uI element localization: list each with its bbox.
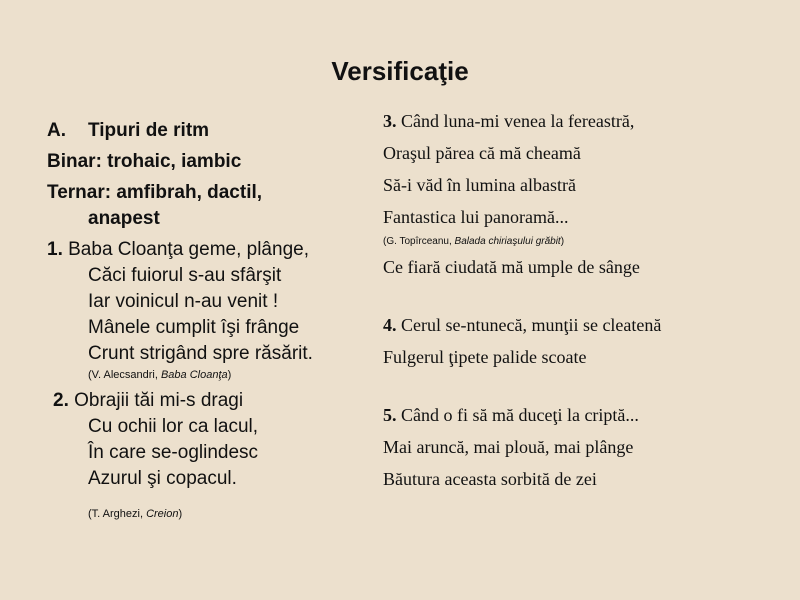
example-2-first-text: Obrajii tăi mi-s dragi xyxy=(68,390,244,411)
section-letter: A. xyxy=(47,120,66,141)
source-end: ) xyxy=(178,508,183,520)
example-3-first-line xyxy=(383,105,783,137)
verse-line: Ce fiară ciudată mă umple de sânge xyxy=(383,257,640,277)
example-1-first-line xyxy=(47,237,377,263)
example-3-first-text: Când luna-mi venea la fereastră, xyxy=(396,111,635,131)
example-4-first-text: Cerul se-ntunecă, munţii se cleatenă xyxy=(396,315,662,335)
verse-line: Să-i văd în lumina albastră xyxy=(383,175,576,195)
binar-line: Binar: trohaic, iambic xyxy=(47,151,242,172)
source-author: (G. Topîrceanu, xyxy=(383,236,455,247)
example-1-first-text: Baba Cloanţa geme, plânge, xyxy=(62,239,309,260)
example-1 xyxy=(47,237,377,383)
verse-line: Oraşul părea că mă cheamă xyxy=(383,143,581,163)
verse-line: Iar voinicul n-au venit ! xyxy=(88,291,279,312)
example-5-first-line xyxy=(383,399,783,431)
source-work: Creion xyxy=(146,508,179,520)
example-3-source xyxy=(383,233,783,251)
verse-line: Crunt strigând spre răsărit. xyxy=(88,343,313,364)
source-work: Baba Cloanţa xyxy=(160,369,228,381)
verse-line: Mai aruncă, mai plouă, mai plânge xyxy=(383,437,634,457)
ternar-line-2: anapest xyxy=(88,208,160,229)
slide-title: Versificaţie xyxy=(331,56,469,86)
source-work: Balada chiriaşului grăbit xyxy=(454,236,561,247)
example-2-first-line xyxy=(53,388,377,414)
verse-line: Azurul şi copacul. xyxy=(88,468,237,489)
verse-line: Fulgerul ţipete palide scoate xyxy=(383,347,587,367)
example-1-source xyxy=(47,367,377,383)
verse-line: Fantastica lui panoramă... xyxy=(383,207,569,227)
verse-line: În care se-oglindesc xyxy=(88,442,259,463)
example-4-first-line xyxy=(383,309,783,341)
verse-line: Băutura aceasta sorbită de zei xyxy=(383,469,597,489)
source-author: (V. Alecsandri, xyxy=(88,369,161,381)
example-1-number: 1. xyxy=(47,239,63,260)
source-end: ) xyxy=(227,369,232,381)
example-2 xyxy=(47,388,377,522)
spacer xyxy=(383,283,783,309)
ternar-block xyxy=(47,180,377,232)
example-5-number: 5. xyxy=(383,405,397,425)
example-3-number: 3. xyxy=(383,111,397,131)
right-column xyxy=(383,105,783,495)
section-heading-text: Tipuri de ritm xyxy=(88,120,210,141)
section-heading xyxy=(47,118,377,144)
spacer xyxy=(383,373,783,399)
example-4-number: 4. xyxy=(383,315,397,335)
verse-line: Căci fuiorul s-au sfârşit xyxy=(88,265,282,286)
ternar-line-1: Ternar: amfibrah, dactil, xyxy=(47,182,263,203)
source-end: ) xyxy=(560,236,565,247)
left-column xyxy=(47,118,377,527)
verse-line: Cu ochii lor ca lacul, xyxy=(88,416,259,437)
example-5-first-text: Când o fi să mă duceţi la criptă... xyxy=(396,405,639,425)
example-2-source xyxy=(53,506,377,522)
source-author: (T. Arghezi, xyxy=(88,508,147,520)
example-2-number: 2. xyxy=(53,390,69,411)
verse-line: Mânele cumplit îşi frânge xyxy=(88,317,300,338)
